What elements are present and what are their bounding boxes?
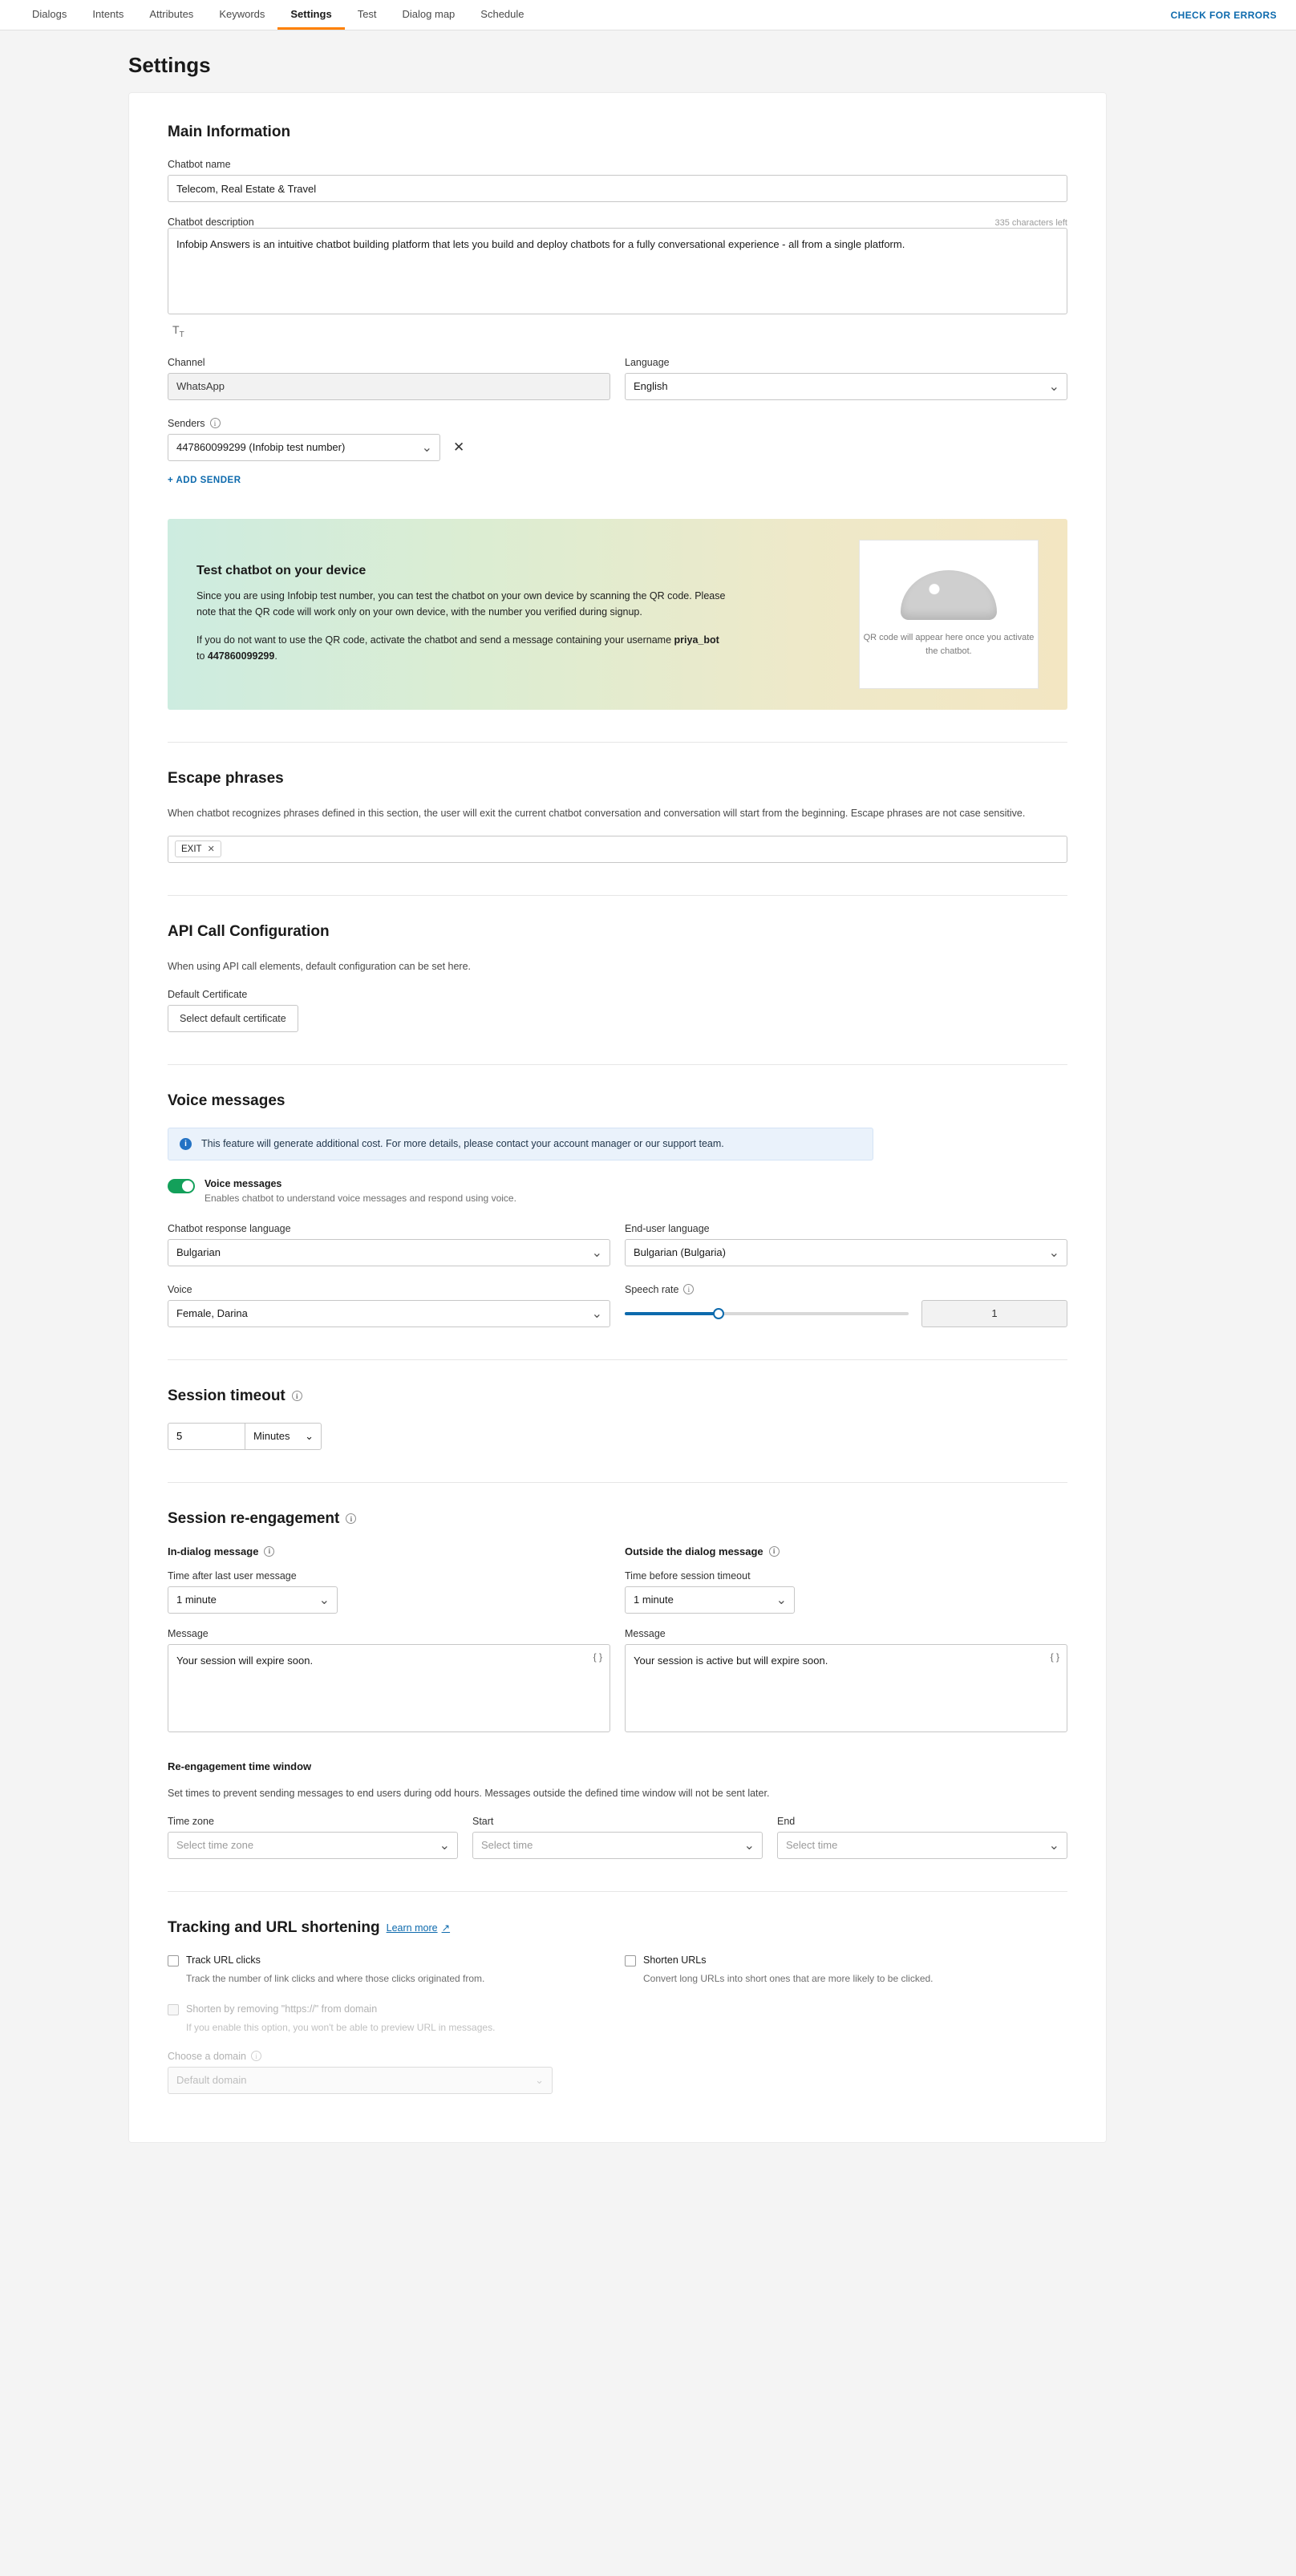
variables-braces-icon[interactable]: { }	[1050, 1651, 1059, 1663]
language-select[interactable]	[625, 373, 1067, 400]
time-before-session-timeout-label: Time before session timeout	[625, 1569, 751, 1582]
session-timeout-group	[168, 1423, 1067, 1450]
shorten-urls-checkbox[interactable]	[625, 1955, 636, 1966]
in-dialog-message-subhead	[168, 1545, 610, 1557]
info-icon: i	[180, 1138, 192, 1150]
end-user-language-select[interactable]	[625, 1239, 1067, 1266]
shorten-domain-row	[168, 2003, 610, 2015]
tab-attributes[interactable]	[136, 0, 206, 30]
test-banner-p2-mid: to	[196, 650, 208, 662]
chevron-down-icon: ⌄	[439, 1838, 450, 1853]
choose-domain-label: Choose a domain	[168, 2050, 246, 2062]
chevron-down-icon: ⌄	[591, 1306, 602, 1321]
tab-label: Intents	[92, 7, 124, 20]
chatbot-name-input[interactable]	[168, 175, 1067, 202]
speech-rate-slider[interactable]	[625, 1312, 909, 1315]
chip-remove-icon[interactable]: ✕	[207, 844, 215, 855]
tab-label: Test	[357, 7, 377, 20]
tab-dialog-map[interactable]	[390, 0, 468, 30]
chevron-down-icon: ⌄	[535, 2073, 544, 2086]
outside-dialog-message-label: Outside the dialog message	[625, 1545, 763, 1557]
escape-phrases-description: When chatbot recognizes phrases defined in this section, the user will exit the current chatbot conversation and conversation will start from the beginning. Escape phrases are not case sensitive.	[168, 807, 1026, 819]
info-icon[interactable]: i	[292, 1391, 302, 1401]
channel-field: WhatsApp	[168, 373, 610, 400]
time-after-last-user-message-select[interactable]	[168, 1586, 338, 1614]
check-for-errors-button[interactable]	[1171, 0, 1277, 30]
chevron-down-icon: ⌄	[743, 1838, 755, 1853]
tab-label: Attributes	[149, 7, 194, 20]
select-default-certificate-button[interactable]: Select default certificate	[168, 1005, 298, 1032]
time-before-value: 1 minute	[625, 1586, 795, 1614]
qr-caption: QR code will appear here once you activate the chatbot.	[863, 633, 1035, 656]
end-user-language-value: Bulgarian (Bulgaria)	[625, 1239, 1067, 1266]
voice-messages-toggle-row	[168, 1178, 1067, 1204]
tab-intents[interactable]	[79, 0, 136, 30]
time-before-session-timeout-select[interactable]	[625, 1586, 795, 1614]
tab-dialogs[interactable]	[19, 0, 79, 30]
chatbot-name-label: Chatbot name	[168, 159, 231, 170]
chatbot-description-label: Chatbot description	[168, 217, 254, 228]
test-banner-number: 447860099299	[207, 650, 275, 662]
voice-messages-callout	[168, 1128, 873, 1160]
in-dialog-message-box	[168, 1644, 610, 1736]
start-time-select[interactable]	[472, 1832, 763, 1859]
tracking-heading-row	[168, 1919, 1067, 1937]
tab-label: Keywords	[219, 7, 265, 20]
escape-phrases-heading: Escape phrases	[168, 769, 284, 787]
test-banner-username: priya_bot	[674, 634, 719, 646]
top-navigation-bar	[0, 0, 1296, 30]
info-icon[interactable]: i	[264, 1546, 274, 1557]
language-value: English	[625, 373, 1067, 400]
main-information-heading: Main Information	[168, 124, 291, 140]
chatbot-response-language-label: Chatbot response language	[168, 1222, 291, 1234]
add-sender-button[interactable]: + ADD SENDER	[168, 475, 241, 485]
session-timeout-input[interactable]	[168, 1423, 245, 1450]
track-url-clicks-row[interactable]	[168, 1954, 610, 1966]
time-zone-label: Time zone	[168, 1815, 214, 1827]
info-icon[interactable]: i	[683, 1284, 694, 1294]
info-icon[interactable]: i	[210, 418, 221, 428]
sender-select[interactable]	[168, 434, 440, 461]
senders-label-row	[168, 418, 1067, 429]
speech-rate-label-row	[625, 1284, 1067, 1295]
slider-handle[interactable]	[713, 1308, 724, 1319]
shorten-urls-sub: Convert long URLs into short ones that are more likely to be clicked.	[643, 1972, 934, 1984]
default-certificate-label: Default Certificate	[168, 988, 248, 1000]
tab-schedule[interactable]	[468, 0, 537, 30]
page-title: Settings	[128, 53, 211, 77]
info-icon[interactable]: i	[769, 1546, 780, 1557]
session-timeout-heading-row	[168, 1387, 1067, 1405]
outside-dialog-message-box	[625, 1644, 1067, 1736]
divider	[168, 1359, 1067, 1360]
senders-label: Senders	[168, 417, 205, 429]
language-label: Language	[625, 356, 670, 368]
test-chatbot-banner	[168, 519, 1067, 710]
characters-left-counter: 335 characters left	[994, 218, 1067, 228]
in-dialog-message-label: In-dialog message	[168, 1545, 259, 1557]
in-dialog-message-textarea[interactable]	[168, 1644, 610, 1732]
remove-sender-icon[interactable]: ✕	[453, 439, 465, 456]
chip-label: EXIT	[181, 844, 202, 854]
outside-dialog-message-subhead	[625, 1545, 1067, 1557]
start-time-label: Start	[472, 1815, 494, 1827]
chevron-down-icon: ⌄	[1048, 1838, 1059, 1853]
session-timeout-unit-select[interactable]	[245, 1423, 322, 1450]
test-banner-text	[196, 564, 838, 666]
tracking-learn-more-link[interactable]	[387, 1922, 450, 1934]
tab-label: Dialogs	[32, 7, 67, 20]
voice-value: Female, Darina	[168, 1300, 610, 1327]
outside-dialog-message-textarea[interactable]	[625, 1644, 1067, 1732]
reengagement-time-window-heading: Re-engagement time window	[168, 1760, 312, 1772]
shorten-urls-row[interactable]	[625, 1954, 1067, 1966]
voice-messages-toggle-label: Voice messages	[205, 1177, 282, 1189]
chevron-down-icon: ⌄	[305, 1429, 314, 1442]
end-time-select[interactable]	[777, 1832, 1067, 1859]
voice-select[interactable]	[168, 1300, 610, 1327]
track-url-clicks-checkbox[interactable]	[168, 1955, 179, 1966]
test-banner-paragraph-1: Since you are using Infobip test number, you can test the chatbot on your own device by scanning the QR code. Please note that the QR code will work only on your own device, with the number you verified during signup.	[196, 589, 726, 618]
test-banner-p2-prefix: If you do not want to use the QR code, activate the chatbot and send a message containing your username	[196, 634, 674, 646]
chatbot-response-language-value: Bulgarian	[168, 1239, 610, 1266]
slider-fill	[625, 1312, 719, 1315]
variables-braces-icon[interactable]: { }	[593, 1651, 602, 1663]
session-reengagement-heading-row	[168, 1510, 1067, 1528]
outside-dialog-message-field-label: Message	[625, 1627, 666, 1639]
speech-rate-value: 1	[921, 1300, 1067, 1327]
shorten-urls-label: Shorten URLs	[643, 1954, 707, 1966]
chevron-down-icon: ⌄	[421, 440, 432, 455]
choose-domain-label-row	[168, 2051, 610, 2062]
tab-settings[interactable]	[277, 0, 344, 30]
time-zone-placeholder: Select time zone	[168, 1832, 458, 1859]
tab-test[interactable]	[345, 0, 390, 30]
senders-row	[168, 434, 1067, 461]
choose-domain-value: Default domain	[176, 2074, 247, 2087]
chevron-down-icon: ⌄	[318, 1593, 330, 1607]
session-reengagement-heading: Session re-engagement	[168, 1509, 340, 1527]
time-after-value: 1 minute	[168, 1586, 338, 1614]
speech-rate-row	[625, 1300, 1067, 1327]
qr-placeholder-icon	[901, 570, 997, 620]
track-url-clicks-label: Track URL clicks	[186, 1954, 261, 1966]
divider	[168, 1891, 1067, 1892]
external-link-icon: ↗	[441, 1922, 451, 1934]
escape-phrases-field[interactable]	[168, 836, 1067, 863]
time-zone-select[interactable]	[168, 1832, 458, 1859]
info-icon[interactable]: i	[346, 1513, 356, 1524]
session-timeout-unit-value: Minutes	[253, 1430, 290, 1443]
tab-label: Schedule	[480, 7, 524, 20]
session-timeout-heading: Session timeout	[168, 1387, 286, 1404]
track-url-clicks-sub: Track the number of link clicks and where those clicks originated from.	[186, 1972, 485, 1984]
api-call-configuration-heading: API Call Configuration	[168, 922, 330, 940]
divider	[168, 895, 1067, 896]
start-time-placeholder: Select time	[472, 1832, 763, 1859]
check-for-errors-label: CHECK FOR ERRORS	[1170, 9, 1277, 21]
channel-label: Channel	[168, 356, 205, 368]
speech-rate-label: Speech rate	[625, 1283, 679, 1295]
in-dialog-message-field-label: Message	[168, 1627, 209, 1639]
time-after-last-user-message-label: Time after last user message	[168, 1569, 297, 1582]
sender-value: 447860099299 (Infobip test number)	[168, 434, 440, 461]
shorten-domain-sub: If you enable this option, you won't be able to preview URL in messages.	[186, 2021, 496, 2033]
test-banner-p2-suffix: .	[274, 650, 277, 662]
chevron-down-icon: ⌄	[1048, 379, 1059, 394]
text-format-icon[interactable]: $T_T$	[172, 323, 184, 339]
voice-messages-heading: Voice messages	[168, 1092, 286, 1109]
divider	[168, 742, 1067, 743]
choose-domain-select	[168, 2067, 553, 2094]
voice-messages-toggle[interactable]	[168, 1179, 195, 1193]
end-time-label: End	[777, 1815, 796, 1827]
chatbot-response-language-select[interactable]	[168, 1239, 610, 1266]
api-call-description: When using API call elements, default configuration can be set here.	[168, 960, 472, 972]
shorten-domain-label: Shorten by removing "https://" from domain	[186, 2003, 378, 2015]
reengagement-time-window-description: Set times to prevent sending messages to end users during odd hours. Messages outside the defined time window will not be sent later.	[168, 1787, 770, 1799]
end-time-placeholder: Select time	[777, 1832, 1067, 1859]
chevron-down-icon: ⌄	[1048, 1245, 1059, 1260]
shorten-domain-checkbox	[168, 2004, 179, 2015]
test-banner-paragraph-2	[196, 632, 726, 665]
voice-messages-toggle-sub: Enables chatbot to understand voice messages and respond using voice.	[205, 1192, 516, 1204]
chevron-down-icon: ⌄	[591, 1245, 602, 1260]
chatbot-description-textarea[interactable]	[168, 228, 1067, 314]
settings-card	[128, 92, 1107, 2143]
divider	[168, 1482, 1067, 1483]
voice-label: Voice	[168, 1283, 192, 1295]
tab-keywords[interactable]	[206, 0, 277, 30]
escape-phrase-chip[interactable]	[175, 840, 221, 857]
nav-tabs	[19, 0, 537, 30]
info-icon: i	[251, 2051, 261, 2061]
divider	[168, 1064, 1067, 1065]
voice-messages-callout-text: This feature will generate additional cost. For more details, please contact your account manager or our support team.	[201, 1138, 724, 1150]
tab-label: Settings	[290, 7, 332, 20]
chevron-down-icon: ⌄	[776, 1593, 787, 1607]
end-user-language-label: End-user language	[625, 1222, 710, 1234]
learn-more-label: Learn more	[386, 1922, 438, 1934]
tracking-heading: Tracking and URL shortening	[168, 1918, 380, 1936]
tab-label: Dialog map	[402, 7, 456, 20]
test-banner-title: Test chatbot on your device	[196, 563, 367, 577]
qr-code-placeholder	[859, 540, 1039, 689]
